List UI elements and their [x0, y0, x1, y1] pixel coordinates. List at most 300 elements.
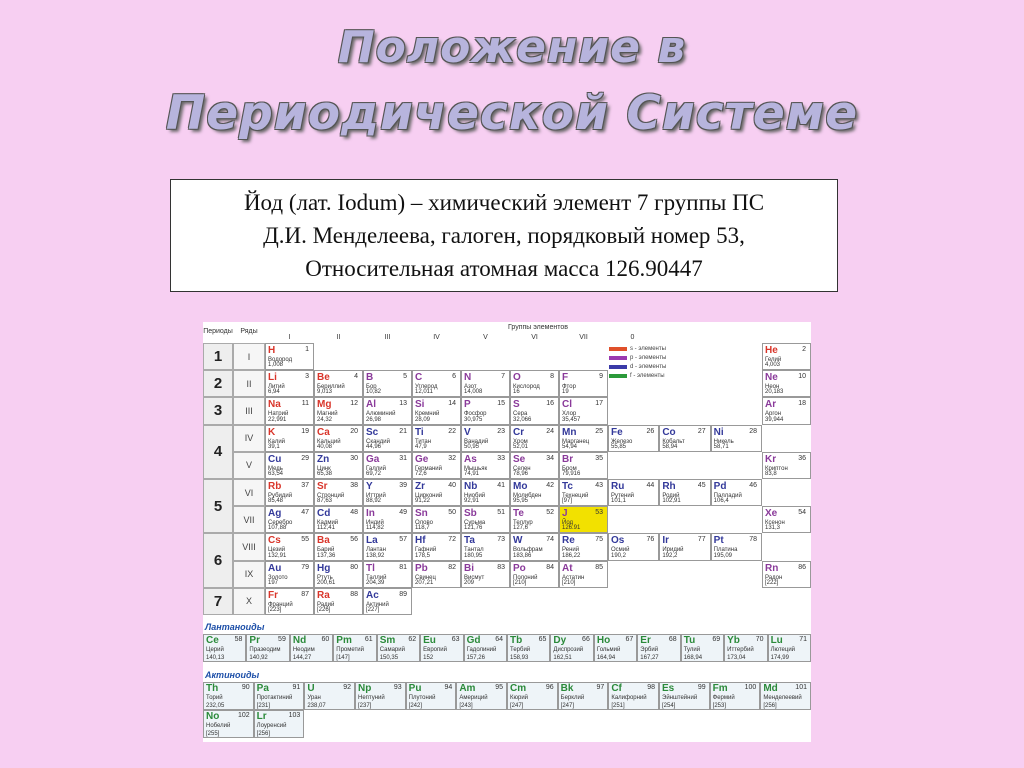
element-symbol: Lu: [770, 635, 783, 646]
element-name: Кадмий: [317, 520, 339, 527]
atomic-number: 66: [582, 636, 590, 643]
element-symbol: Pb: [415, 562, 428, 574]
element-cell-se: [510, 452, 559, 479]
element-name: Прометий: [336, 647, 364, 653]
element-name: Тербий: [510, 647, 531, 653]
atomic-number: 20: [350, 427, 358, 435]
atomic-number: 12: [350, 400, 358, 408]
element-symbol: Kr: [765, 453, 777, 465]
f-cell-md: [760, 682, 811, 710]
atomic-number: 73: [497, 536, 505, 544]
group-header: IV: [433, 334, 440, 341]
element-symbol: No: [206, 711, 220, 722]
element-name: Гелий: [765, 357, 782, 363]
element-symbol: Cs: [268, 535, 281, 547]
group-header: V: [483, 334, 488, 341]
element-cell-ra: [314, 588, 363, 615]
period-number: 1: [203, 343, 233, 370]
element-symbol: Si: [415, 399, 425, 411]
element-cell-mo: [510, 479, 559, 506]
legend-label: p - элементы: [630, 354, 667, 361]
atomic-number: 56: [350, 536, 358, 544]
atomic-mass: 32,066: [513, 416, 532, 423]
element-symbol: Es: [662, 683, 675, 694]
atomic-number: 64: [495, 636, 503, 643]
element-cell-tc: [559, 479, 608, 506]
element-cell-cu: [265, 452, 314, 479]
atomic-mass: 112,41: [317, 525, 335, 532]
element-cell-k: [265, 425, 314, 452]
element-cell-fe: [608, 425, 659, 452]
atomic-number: 9: [599, 373, 603, 381]
element-cell-cd: [314, 506, 363, 533]
atomic-mass: [147]: [336, 655, 350, 661]
element-name: Плутоний: [408, 695, 436, 701]
atomic-number: 57: [399, 536, 407, 544]
atomic-number: 40: [448, 482, 456, 489]
element-cell-au: [265, 561, 314, 588]
atomic-number: 63: [451, 636, 460, 643]
element-symbol: Ce: [206, 635, 219, 646]
atomic-number: 27: [697, 427, 706, 435]
atomic-number: 37: [301, 482, 309, 489]
atomic-mass: 52,01: [513, 443, 529, 450]
element-cell-ac: [363, 588, 412, 615]
atomic-number: 54: [798, 509, 806, 517]
atomic-mass: 114,82: [366, 525, 384, 532]
element-name: Аргон: [765, 411, 782, 418]
atomic-mass: 158,93: [510, 655, 529, 661]
element-name: Сера: [513, 411, 528, 418]
rows-header: Ряды: [240, 328, 258, 335]
f-cell-nd: [290, 634, 333, 662]
f-cell-eu: [420, 634, 463, 662]
atomic-mass: 173,04: [727, 655, 746, 661]
element-name: Бром: [562, 465, 577, 472]
element-symbol: Pa: [256, 683, 269, 694]
atomic-mass: 127,6: [513, 525, 529, 532]
f-cell-tu: [681, 634, 724, 662]
element-symbol: Ca: [317, 426, 330, 438]
group-header: I: [288, 334, 291, 341]
element-cell-p: [461, 397, 510, 424]
atomic-mass: 22,991: [268, 416, 287, 423]
element-symbol: C: [415, 372, 423, 384]
element-name: Бериллий: [317, 384, 345, 391]
element-name: Калий: [268, 438, 286, 445]
atomic-number: 78: [749, 536, 757, 544]
atomic-mass: 168,94: [683, 655, 703, 661]
element-name: Неодим: [292, 647, 315, 653]
atomic-mass: [251]: [611, 703, 625, 709]
f-cell-cm: [507, 682, 558, 710]
element-name: Самарий: [379, 647, 405, 653]
atomic-mass: 131,3: [765, 525, 781, 532]
atomic-number: 32: [448, 454, 456, 462]
element-name: Натрий: [268, 411, 289, 418]
element-cell-si: [412, 397, 461, 424]
element-symbol: P: [464, 399, 471, 411]
atomic-number: 93: [393, 684, 402, 691]
atomic-number: 25: [595, 427, 603, 435]
element-cell-b: [363, 370, 412, 397]
atomic-number: 10: [798, 373, 806, 381]
atomic-mass: 140,92: [249, 655, 268, 661]
atomic-number: 79: [301, 563, 309, 571]
atomic-number: 71: [799, 636, 807, 643]
element-symbol: Cd: [317, 508, 331, 520]
atomic-mass: [210]: [513, 579, 527, 586]
f-cell-np: [355, 682, 406, 710]
atomic-number: 15: [497, 400, 505, 408]
element-cell-xe: [762, 506, 811, 533]
atomic-mass: [223]: [268, 606, 282, 613]
atomic-number: 47: [301, 509, 309, 517]
element-name: Вольфрам: [513, 547, 543, 554]
atomic-number: 26: [646, 427, 655, 435]
element-name: Сурьма: [464, 520, 486, 527]
atomic-mass: 55,85: [611, 443, 627, 450]
element-symbol: Lr: [256, 711, 267, 722]
element-symbol: Cu: [268, 453, 282, 465]
atomic-number: 100: [744, 684, 757, 691]
atomic-number: 83: [497, 563, 505, 571]
element-cell-os: [608, 533, 659, 560]
element-symbol: Fm: [712, 683, 728, 694]
atomic-mass: 79,916: [562, 470, 581, 477]
element-name: Углерод: [415, 384, 438, 391]
periodic-table-image: [203, 322, 811, 742]
element-symbol: Ni: [713, 426, 724, 438]
row-number: IX: [233, 561, 265, 588]
element-name: Рутений: [611, 493, 635, 499]
element-symbol: Am: [459, 683, 476, 694]
element-name: Менделеевий: [763, 695, 802, 701]
period-number: 2: [203, 370, 233, 397]
element-symbol: Be: [317, 372, 330, 384]
atomic-mass: 50,95: [464, 443, 480, 450]
atomic-mass: 54,94: [562, 443, 578, 450]
atomic-number: 2: [802, 346, 806, 353]
atomic-mass: 138,92: [366, 552, 385, 559]
element-symbol: Nd: [292, 635, 307, 646]
element-symbol: Pu: [408, 683, 422, 694]
element-cell-ca: [314, 425, 363, 452]
atomic-number: 87: [301, 590, 309, 598]
element-symbol: Mn: [562, 426, 577, 438]
atomic-number: 3: [305, 373, 309, 381]
element-name: Платина: [713, 547, 738, 554]
element-symbol: Hg: [317, 562, 331, 574]
element-name: Олово: [415, 520, 433, 527]
atomic-number: 67: [625, 636, 634, 643]
atomic-mass: 232,05: [206, 703, 225, 709]
element-name: Галлий: [366, 465, 386, 472]
f-cell-pa: [254, 682, 305, 710]
atomic-number: 48: [350, 509, 358, 517]
element-symbol: Po: [513, 562, 526, 574]
info-line-1: Йод (лат. Iodum) – химический элемент 7 группы ПС: [243, 190, 765, 215]
element-symbol: Np: [358, 683, 372, 694]
element-symbol: Te: [513, 508, 524, 520]
atomic-number: 5: [403, 373, 407, 381]
element-name: Селен: [513, 465, 531, 472]
element-symbol: Re: [562, 535, 575, 547]
element-cell-he: [762, 343, 811, 370]
element-name: Йод: [562, 520, 574, 527]
element-symbol: Ru: [611, 481, 625, 492]
atomic-number: 102: [237, 712, 250, 719]
element-name: Иттрий: [366, 493, 386, 499]
atomic-mass: 88,92: [366, 498, 382, 505]
atomic-number: 88: [350, 590, 358, 598]
lanthanides-title: Лантаноиды: [205, 622, 265, 632]
element-name: Рений: [562, 547, 580, 554]
element-name: Астатин: [562, 574, 585, 581]
atomic-mass: 16: [513, 389, 520, 396]
atomic-mass: 92,91: [464, 498, 480, 505]
atomic-number: 39: [399, 482, 407, 489]
element-symbol: Xe: [765, 508, 778, 520]
element-symbol: Zn: [317, 453, 330, 465]
atomic-mass: [247]: [560, 703, 575, 709]
atomic-mass: 63,54: [268, 470, 284, 477]
atomic-number: 68: [668, 636, 677, 643]
row-number: VI: [233, 479, 265, 506]
element-name: Ксенон: [765, 520, 785, 527]
atomic-number: 80: [350, 563, 358, 571]
element-name: Теллур: [513, 520, 533, 527]
element-cell-al: [363, 397, 412, 424]
atomic-number: 58: [234, 636, 243, 643]
element-cell-cs: [265, 533, 314, 560]
atomic-number: 91: [292, 684, 301, 691]
element-symbol: In: [366, 508, 375, 520]
element-name: Нептуний: [358, 695, 385, 701]
element-name: Радон: [765, 574, 783, 581]
atomic-mass: 107,88: [268, 525, 287, 532]
atomic-number: 23: [497, 427, 505, 435]
f-cell-tb: [507, 634, 550, 662]
atomic-mass: [237]: [358, 703, 372, 709]
element-name: Титан: [415, 438, 432, 445]
element-cell-zn: [314, 452, 363, 479]
atomic-mass: 83,8: [765, 470, 777, 477]
atomic-mass: 91,22: [415, 498, 431, 505]
element-cell-ni: [711, 425, 762, 452]
element-name: Калифорний: [611, 695, 647, 701]
element-name: Ванадий: [464, 438, 489, 445]
element-symbol: Mg: [317, 399, 332, 411]
element-symbol: Cl: [562, 399, 572, 411]
element-name: Цирконий: [415, 493, 443, 499]
atomic-number: 51: [497, 509, 505, 517]
atomic-mass: 137,36: [317, 552, 336, 559]
f-cell-am: [456, 682, 507, 710]
element-name: Литий: [268, 384, 285, 391]
row-number: VIII: [233, 533, 265, 560]
element-name: Рубидий: [268, 493, 293, 499]
atomic-mass: 10,82: [366, 389, 382, 396]
element-cell-s: [510, 397, 559, 424]
element-name: Ртуть: [317, 574, 333, 581]
element-cell-tl: [363, 561, 412, 588]
atomic-mass: 40,08: [317, 443, 333, 450]
f-cell-pu: [406, 682, 457, 710]
element-name: Полоний: [513, 574, 538, 581]
legend-swatch: [609, 356, 627, 360]
element-cell-mg: [314, 397, 363, 424]
atomic-mass: 58,94: [662, 443, 678, 450]
atomic-number: 96: [545, 684, 554, 691]
f-cell-lr: [254, 710, 305, 738]
info-line-3: Относительная атомная масса 126.90447: [305, 256, 703, 281]
atomic-number: 69: [712, 636, 721, 643]
element-name: Неон: [765, 384, 780, 391]
element-name: Фтор: [562, 384, 576, 391]
element-symbol: Se: [513, 453, 526, 465]
atomic-number: 70: [755, 636, 764, 643]
element-name: Мышьяк: [464, 465, 488, 472]
element-symbol: Rb: [268, 481, 282, 492]
element-name: Азот: [464, 384, 477, 391]
f-cell-ce: [203, 634, 246, 662]
element-name: Эйнштейний: [662, 695, 698, 701]
element-cell-co: [659, 425, 710, 452]
element-symbol: K: [268, 426, 276, 438]
atomic-mass: [227]: [366, 606, 380, 613]
element-cell-sr: [314, 479, 363, 506]
atomic-mass: 47,9: [415, 443, 427, 450]
atomic-mass: 150,35: [379, 655, 399, 661]
atomic-number: 101: [795, 684, 807, 691]
atomic-mass: 12,011: [415, 389, 433, 396]
element-cell-y: [363, 479, 412, 506]
atomic-number: 46: [749, 482, 757, 489]
atomic-number: 13: [399, 400, 407, 408]
atomic-mass: 24,32: [317, 416, 333, 423]
element-name: Барий: [317, 547, 335, 554]
element-symbol: Sb: [464, 508, 477, 520]
f-cell-lu: [768, 634, 811, 662]
element-symbol: N: [464, 372, 472, 384]
element-symbol: W: [513, 535, 523, 547]
atomic-mass: 197: [268, 579, 279, 586]
element-name: Висмут: [464, 574, 485, 581]
element-type-legend: [609, 344, 666, 380]
element-cell-br: [559, 452, 608, 479]
group-header: 0: [630, 334, 635, 341]
element-symbol: Cm: [510, 683, 527, 694]
legend-swatch: [609, 347, 627, 351]
element-symbol: Pm: [336, 635, 352, 646]
atomic-mass: [222]: [765, 579, 779, 586]
element-name: Водород: [268, 357, 293, 363]
atomic-number: 14: [448, 400, 456, 408]
element-name: Кремний: [415, 411, 440, 418]
element-cell-kr: [762, 452, 811, 479]
element-name: Золото: [268, 574, 288, 581]
element-name: Празеодим: [249, 647, 281, 653]
atomic-number: 4: [354, 373, 358, 381]
element-name: Франций: [268, 601, 293, 608]
atomic-mass: 14,008: [464, 389, 483, 396]
atomic-mass: [210]: [562, 579, 576, 586]
element-symbol: Dy: [553, 635, 567, 646]
element-name: Индий: [366, 520, 384, 527]
element-cell-ti: [412, 425, 461, 452]
element-name: Бор: [366, 384, 377, 391]
atomic-number: 8: [550, 373, 554, 381]
atomic-number: 35: [595, 454, 603, 462]
element-name: Серебро: [268, 520, 293, 527]
element-name: Хром: [513, 438, 528, 445]
element-cell-at: [559, 561, 608, 588]
element-symbol: Au: [268, 562, 282, 574]
group-header: VI: [531, 334, 538, 341]
atomic-mass: [243]: [459, 703, 473, 709]
legend-item: [609, 344, 666, 353]
atomic-number: 29: [301, 454, 309, 462]
element-symbol: Rn: [765, 562, 779, 574]
atomic-mass: 192,2: [662, 552, 678, 559]
atomic-number: 65: [538, 636, 547, 643]
row-number: I: [233, 343, 265, 370]
element-symbol: Tu: [683, 635, 696, 646]
element-cell-sb: [461, 506, 510, 533]
atomic-number: 44: [646, 482, 655, 489]
element-cell-sc: [363, 425, 412, 452]
atomic-mass: 102,91: [662, 498, 681, 505]
element-symbol: Tc: [562, 481, 573, 492]
atomic-mass: 6,94: [268, 389, 280, 396]
element-name: Родий: [662, 493, 680, 499]
element-cell-ta: [461, 533, 510, 560]
element-symbol: Br: [562, 453, 574, 465]
element-symbol: Pd: [713, 481, 727, 492]
element-symbol: Er: [640, 635, 651, 646]
element-cell-h: [265, 343, 314, 370]
atomic-number: 61: [364, 636, 373, 643]
atomic-mass: [253]: [712, 703, 727, 709]
element-cell-c: [412, 370, 461, 397]
atomic-mass: [97]: [562, 498, 573, 505]
element-symbol: J: [562, 508, 568, 520]
atomic-mass: 44,96: [366, 443, 382, 450]
element-symbol: S: [513, 399, 520, 411]
element-symbol: At: [562, 562, 573, 574]
atomic-number: 82: [448, 563, 456, 571]
atomic-number: 92: [343, 684, 351, 691]
atomic-mass: 178,5: [415, 552, 431, 559]
element-cell-mn: [559, 425, 608, 452]
atomic-mass: 78,96: [513, 470, 529, 477]
element-symbol: Sc: [366, 426, 379, 438]
element-name: Скандий: [366, 438, 390, 445]
element-name: Церий: [206, 647, 224, 653]
element-name: Молибден: [513, 493, 542, 499]
atomic-mass: 144,27: [292, 655, 312, 661]
atomic-mass: 200,61: [317, 579, 336, 586]
atomic-mass: 174,99: [770, 655, 789, 661]
element-cell-zr: [412, 479, 461, 506]
element-name: Хлор: [562, 411, 577, 418]
element-name: Торий: [206, 695, 223, 701]
element-name: Кальций: [317, 438, 341, 445]
info-line-2: Д.И. Менделеева, галоген, порядковый номер 53,: [263, 223, 745, 248]
element-cell-w: [510, 533, 559, 560]
f-cell-pm: [333, 634, 376, 662]
